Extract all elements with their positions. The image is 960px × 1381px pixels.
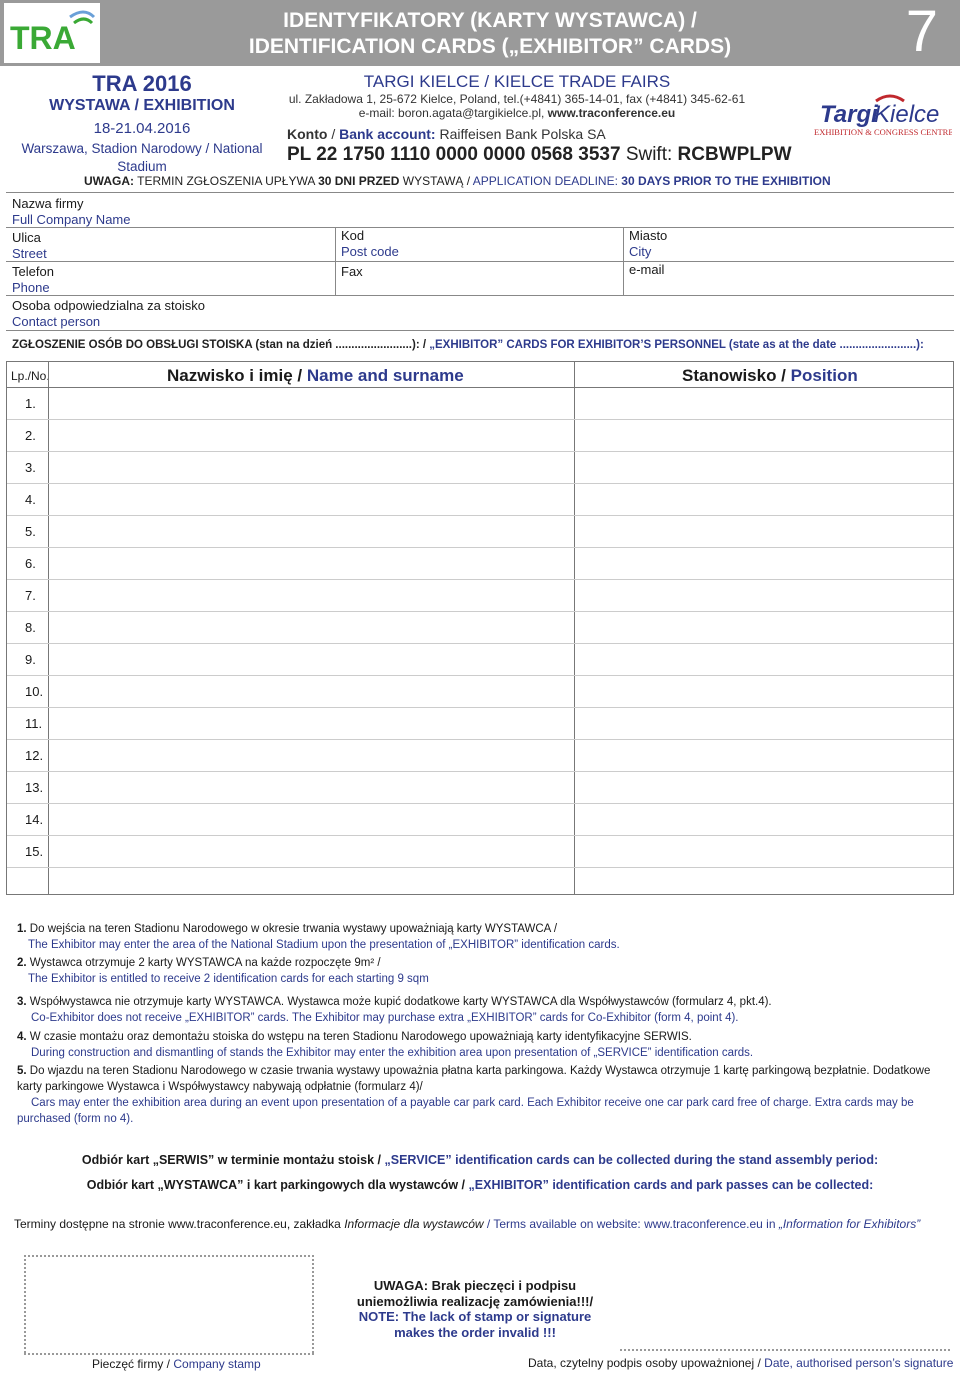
tra-logo-icon xyxy=(4,3,100,63)
persons-table-header xyxy=(7,362,953,388)
email-field[interactable]: e-mail xyxy=(629,262,665,277)
event-name: TRA 2016 xyxy=(92,71,192,96)
address-row xyxy=(6,228,954,262)
table-row[interactable] xyxy=(7,548,953,580)
svg-text:Targi: Targi xyxy=(820,101,878,128)
contact-row xyxy=(6,262,954,296)
row-number: 2. xyxy=(25,428,36,443)
page-title xyxy=(190,8,790,60)
row-number: 6. xyxy=(25,556,36,571)
iban: PL 22 1750 1110 0000 0000 0568 3537 xyxy=(287,144,621,165)
city-field[interactable]: Miasto City xyxy=(629,228,668,259)
organizer-contact xyxy=(287,106,747,120)
page-title-en: IDENTIFICATION CARDS („EXHIBITOR” CARDS) xyxy=(248,35,732,58)
note-2: 2. Wystawca otrzymuje 2 karty WYSTAWCA na każde rozpoczęte 9m² / The Exhibitor is entitled to receive 2 identification cards for each starting 9 sqm xyxy=(17,957,429,985)
deadline-notice: UWAGA: TERMIN ZGŁOSZENIA UPŁYWA 30 DNI PRZED WYSTAWĄ / APPLICATION DEADLINE: 30 DAYS PRIOR TO THE EXHIBITION xyxy=(84,174,831,188)
row-number: 4. xyxy=(25,492,36,507)
organizer-website[interactable]: www.traconference.eu xyxy=(547,106,676,120)
contact-person-field[interactable]: Osoba odpowiedzialna za stoisko Contact person xyxy=(6,296,954,331)
organizer-name: TARGI KIELCE / KIELCE TRADE FAIRS xyxy=(363,72,671,91)
svg-text:Kielce: Kielce xyxy=(874,101,940,128)
iban-line xyxy=(287,144,807,166)
table-row[interactable] xyxy=(7,644,953,676)
col-position: Stanowisko / Position xyxy=(682,366,858,385)
row-number: 10. xyxy=(25,684,44,699)
row-number: 5. xyxy=(25,524,36,539)
table-row[interactable] xyxy=(7,484,953,516)
persons-table xyxy=(6,361,954,895)
note-3: 3. Współwystawca nie otrzymuje karty WYSTAWCA. Wystawca może kupić dodatkowe karty WYSTAWCA dla Współwystawców (formularz 4, pkt.4). Co-Exhibitor does not receive „EXHIBITOR” cards. The Exhibitor may purchase extra „EXHIBITOR” cards for Co-Exhibitor (form 4, point 4). xyxy=(17,996,772,1024)
table-row[interactable] xyxy=(7,836,953,868)
swift-code: RCBWPLPW xyxy=(677,144,792,165)
event-venue: Warszawa, Stadion Narodowy / National Stadium xyxy=(21,141,263,174)
row-number: 9. xyxy=(25,652,36,667)
note-5: 5. Do wjazdu na teren Stadionu Narodowego w czasie trwania wystawy upoważnia płatna karta parkingowa. Każdy Wystawca otrzymuje 1 kartę parkingową bezpłatnie. Dodatkowe karty parkingowe Wystawca i Współwystawcy nabywają odpłatnie (formularz 4)/ Cars may enter the exhibition area during an event upon presentation of a payable car park card. Each Exhibitor receive one car park card free of charge. Extra cards may be purchased (form no 4). xyxy=(17,1065,931,1125)
signature-line[interactable] xyxy=(620,1349,950,1351)
row-number: 7. xyxy=(25,588,36,603)
bank-account: Konto / Bank account: Raiffeisen Bank Polska SA xyxy=(287,126,606,142)
post-code-field[interactable]: Kod Post code xyxy=(341,228,399,259)
row-number: 3. xyxy=(25,460,36,475)
stamp-warning: UWAGA: Brak pieczęci i podpisu uniemożliwia realizację zamówienia!!!/ NOTE: The lack of stamp or signature makes the order invalid !!! xyxy=(356,1278,594,1340)
stamp-box-bottom xyxy=(24,1353,314,1355)
table-row[interactable] xyxy=(7,516,953,548)
event-info xyxy=(4,72,280,176)
table-row[interactable] xyxy=(7,772,953,804)
stamp-box-right xyxy=(312,1255,314,1353)
col-name: Nazwisko i imię / Name and surname xyxy=(167,366,464,385)
table-row[interactable] xyxy=(7,388,953,420)
organizer-info xyxy=(287,72,807,166)
table-row[interactable] xyxy=(7,676,953,708)
table-row[interactable] xyxy=(7,804,953,836)
targi-kielce-logo xyxy=(812,92,952,140)
bank-label-en: Bank account: xyxy=(339,126,436,142)
street-field[interactable]: Ulica Street xyxy=(12,230,47,261)
row-number: 12. xyxy=(25,748,44,763)
event-dates: 18-21.04.2016 xyxy=(93,120,191,137)
row-number: 8. xyxy=(25,620,36,635)
note-4: 4. W czasie montażu oraz demontażu stoiska do wstępu na teren Stadionu Narodowego upoważniają karty identyfikacyjne SERWIS. During construction and dismantling of stands the Exhibitor may enter the exhibition area upon presentation of „SERVICE” identification cards. xyxy=(17,1031,754,1059)
table-row[interactable] xyxy=(7,708,953,740)
company-name-label-en: Full Company Name xyxy=(12,211,131,227)
swift-label: Swift: xyxy=(625,144,673,165)
row-number: 11. xyxy=(25,716,43,731)
bank-name: Raiffeisen Bank Polska SA xyxy=(439,126,606,142)
row-number: 15. xyxy=(25,844,44,859)
row-number: 1. xyxy=(25,396,36,411)
signature-label: Data, czytelny podpis osoby upoważnionej / Date, authorised person’s signature xyxy=(528,1356,954,1370)
table-row[interactable] xyxy=(7,580,953,612)
company-stamp-label: Pieczęć firmy / Company stamp xyxy=(92,1357,261,1371)
fax-field[interactable]: Fax xyxy=(341,264,363,279)
svg-text:EXHIBITION & CONGRESS CENTRE: EXHIBITION & CONGRESS CENTRE xyxy=(814,127,952,137)
page-number: 7 xyxy=(905,0,938,64)
table-row[interactable] xyxy=(7,740,953,772)
stamp-box-left xyxy=(24,1255,26,1353)
organizer-address: ul. Zakładowa 1, 25-672 Kielce, Poland, tel.(+4841) 365-14-01, fax (+4841) 345-62-61 xyxy=(288,92,746,106)
note-1: 1. Do wejścia na teren Stadionu Narodowego w okresie trwania wystawy upoważniają karty WYSTAWCA / The Exhibitor may enter the area of the National Stadium upon the presentation of „EXHIBITOR” identification cards. xyxy=(17,923,620,951)
company-name-label: Nazwa firmy xyxy=(12,196,84,211)
phone-field[interactable]: Telefon Phone xyxy=(12,264,54,295)
table-row[interactable] xyxy=(7,452,953,484)
exhibitor-pickup: Odbiór kart „WYSTAWCA” i kart parkingowych dla wystawców / „EXHIBITOR” identification cards and park passes can be collected: xyxy=(86,1178,874,1192)
logo-text: TRA xyxy=(10,20,76,56)
divider xyxy=(623,228,624,296)
row-number: 13. xyxy=(25,780,44,795)
col-no: Lp./No. xyxy=(11,369,50,383)
bank-label-pl: Konto xyxy=(287,126,328,142)
divider xyxy=(335,228,336,296)
tra-logo xyxy=(4,3,100,63)
stamp-box-top xyxy=(24,1255,314,1257)
page-title-pl: IDENTYFIKATORY (KARTY WYSTAWCA) / xyxy=(283,9,697,32)
company-name-field[interactable] xyxy=(6,193,954,228)
service-pickup: Odbiór kart „SERWIS” w terminie montażu stoisk / „SERVICE” identification cards can be collected during the stand assembly period: xyxy=(81,1153,879,1167)
table-row[interactable] xyxy=(7,612,953,644)
persons-heading: ZGŁOSZENIE OSÓB DO OBSŁUGI STOISKA (stan na dzień ........................): / „EXHIBITOR” CARDS FOR EXHIBITOR’S PERSONNEL (state as at the date ........................): xyxy=(12,339,924,351)
targi-kielce-logo-icon xyxy=(812,92,952,140)
event-subtitle: WYSTAWA / EXHIBITION xyxy=(49,97,235,114)
terms-note: Terminy dostępne na stronie www.traconference.eu, zakładka Informacje dla wystawców / Terms available on website: www.traconference.eu in „Information for Exhibitors” xyxy=(14,1217,921,1231)
organizer-email: e-mail: boron.agata@targikielce.pl, xyxy=(358,106,548,120)
table-row[interactable] xyxy=(7,420,953,452)
row-number: 14. xyxy=(25,812,44,827)
